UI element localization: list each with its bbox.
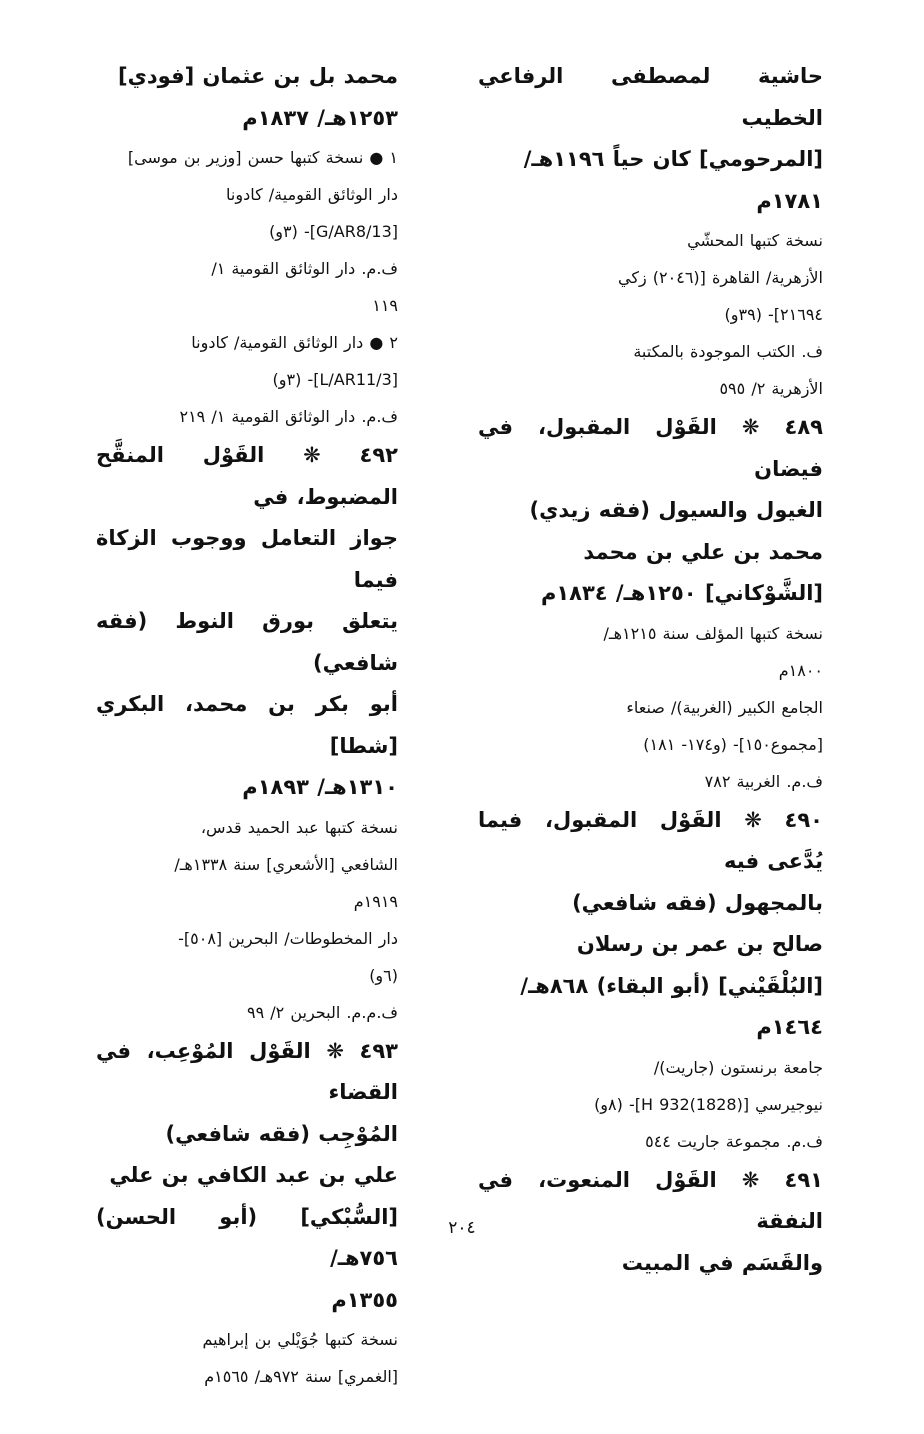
right-column-line-7: ف. الكتب الموجودة بالمكتبة (633, 342, 823, 361)
left-column-line-28: [الغمري] سنة ٩٧٢هـ/ ١٥٦٥م (204, 1367, 398, 1386)
right-column-line-16: [مجموع١٥٠]- (و١٧٤- ١٨١) (643, 734, 823, 754)
right-column-line-9: ٤٨٩ ❋ القَوْل المقبول، في فيضان (478, 415, 823, 481)
left-column-line-21: ف.م.م. البحرين ٢/ ٩٩ (246, 1002, 398, 1022)
left-column-line-19: دار المخطوطات/ البحرين [٥٠٨]- (178, 928, 398, 948)
left-column-line-4: دار الوثائق القومية/ كادونا (226, 185, 398, 204)
right-column-line-18: ٤٩٠ ❋ القَوْل المقبول، فيما يُدَّعى فيه (478, 807, 823, 873)
right-column-line-2: [المرحومي] كان حياً ١١٩٦هـ/ (523, 147, 823, 171)
right-column-line-1: حاشية لمصطفى الرفاعي الخطيب (478, 64, 823, 130)
right-column-line-13: نسخة كتبها المؤلف سنة ١٢١٥هـ/ (603, 623, 823, 643)
right-column-line-15: الجامع الكبير (الغربية)/ صنعاء (626, 697, 823, 717)
left-column-line-26: ١٣٥٥م (331, 1287, 398, 1312)
right-column-line-17: ف.م. الغربية ٧٨٢ (704, 771, 823, 791)
right-column-line-20: صالح بن عمر بن رسلان (576, 932, 823, 956)
left-column-line-10: ف.م. دار الوثائق القومية ١/ ٢١٩ (179, 407, 398, 426)
right-column-line-4: نسخة كتبها المحشّي (687, 231, 823, 250)
right-column-line-24: نيوجيرسي [H 932(1828)]- (٨و) (594, 1094, 823, 1114)
left-column-line-2: ١٢٥٣هـ/ ١٨٣٧م (242, 105, 398, 130)
right-column-line-26: ٤٩١ ❋ القَوْل المنعوت، في النفقة (478, 1167, 823, 1233)
left-column-line-18: ١٩١٩م (353, 891, 398, 911)
left-column-line-15: ١٣١٠هـ/ ١٨٩٣م (242, 775, 398, 799)
left-column-line-7: ١١٩ (372, 296, 398, 315)
right-column-line-6: ٢١٦٩٤]- (٣٩و) (724, 305, 823, 324)
left-column-line-25: [السُّبْكي] (أبو الحسن) ٧٥٦هـ/ (96, 1204, 398, 1270)
right-column-line-5: الأزهرية/ القاهرة [(٢٠٤٦) زكي (618, 268, 823, 287)
right-column-line-19: بالمجهول (فقه شافعي) (572, 890, 823, 915)
right-column-line-25: ف.م. مجموعة جاريت ٥٤٤ (645, 1131, 823, 1151)
left-column-line-6: ف.م. دار الوثائق القومية ١/ (211, 259, 398, 278)
right-column-line-14: ١٨٠٠م (778, 660, 823, 680)
left-column-line-13: يتعلق بورق النوط (فقه شافعي) (96, 609, 398, 675)
left-column (96, 56, 398, 1395)
right-column-line-10: الغيول والسيول (فقه زيدي) (529, 498, 823, 522)
left-column-line-9: [L/AR11/3]- (٣و) (272, 370, 398, 389)
right-column-line-27: والقَسَم في المبيت (621, 1250, 823, 1275)
right-column-line-23: جامعة برنستون (جاريت)/ (653, 1057, 823, 1077)
left-column-line-3: ١ ● نسخة كتبها حسن [وزير بن موسى] (127, 148, 398, 167)
right-column-line-21: [البُلْقَيْني] (أبو البقاء) ٨٦٨هـ/ (520, 973, 823, 998)
right-column (478, 56, 823, 1284)
right-column-line-3: ١٧٨١م (756, 188, 823, 213)
left-column-line-5: [G/AR8/13]- (٣و) (269, 222, 398, 241)
left-column-line-12: جواز التعامل ووجوب الزكاة فيما (96, 526, 398, 592)
left-column-line-8: ٢ ● دار الوثائق القومية/ كادونا (191, 333, 398, 352)
left-column-line-16: نسخة كتبها عبد الحميد قدس، (200, 817, 398, 837)
right-column-line-12: [الشَّوْكاني] ١٢٥٠هـ/ ١٨٣٤م (540, 581, 823, 605)
left-column-line-14: أبو بكر بن محمد، البكري [شطا] (96, 692, 398, 758)
right-column-line-11: محمد بن علي بن محمد (583, 539, 823, 564)
left-column-line-17: الشافعي [الأشعري] سنة ١٣٣٨هـ/ (174, 854, 398, 874)
left-column-line-27: نسخة كتبها جُوَيْلي بن إبراهيم (202, 1330, 398, 1349)
left-column-line-1: محمد بل بن عثمان [فودي] (118, 64, 398, 88)
right-column-line-22: ١٤٦٤م (756, 1015, 823, 1039)
left-column-line-22: ٤٩٣ ❋ القَوْل المُوْعِب، في القضاء (96, 1038, 398, 1104)
page-number: ٢٠٤ (448, 1218, 476, 1238)
right-column-line-8: الأزهرية ٢/ ٥٩٥ (719, 379, 823, 398)
left-column-line-11: ٤٩٢ ❋ القَوْل المنقَّح المضبوط، في (96, 443, 398, 509)
left-column-line-20: (٦و) (369, 965, 398, 985)
left-column-line-24: علي بن عبد الكافي بن علي (109, 1163, 398, 1187)
left-column-line-23: المُوْجِب (فقه شافعي) (165, 1121, 398, 1146)
